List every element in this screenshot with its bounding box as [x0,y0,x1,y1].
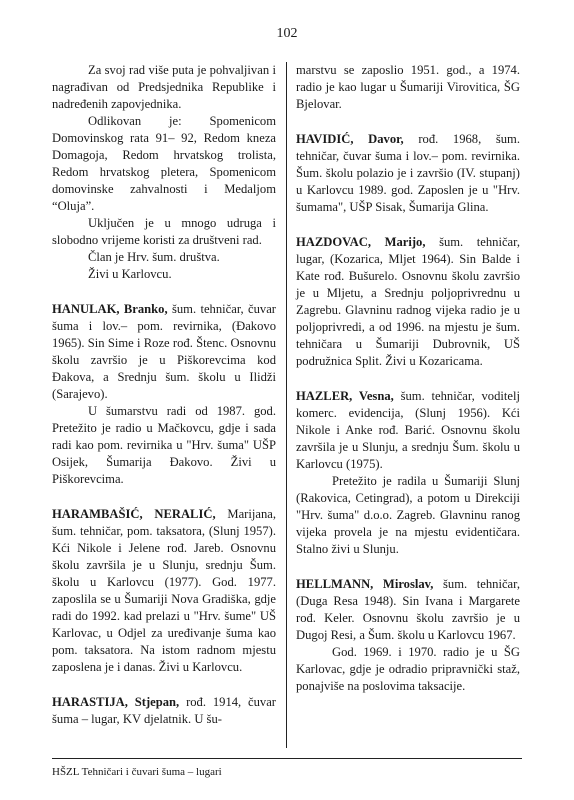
entry-text: šum. tehničar, (Duga Resa 1948). Sin Ivana i Margarete rođ. Keler. Osnovnu školu završio je u Dugoj Resi, a Šum. školu u Karlovcu 1967. [296,577,520,642]
paragraph: marstvu se zaposlio 1951. god., a 1974. radio je kao lugar u Šumariji Virovitica, ŠG Bjelovar. [296,63,520,111]
paragraph: Za svoj rad više puta je pohvaljivan i nagrađivan od Predsjednika Republike i nadređenih zapovjednika. [52,63,276,111]
right-column [296,62,520,695]
paragraph: Odlikovan je: Spomenicom Domovinskog rata 91– 92, Redom kneza Domagoja, Redom hrvatskog trolista, Redom hrvatskog pleterа, Spomenicom domovinske zahvalnosti i Medaljom “Oluja”. [52,114,276,213]
entry-name: HELLMANN, Miroslav, [296,577,434,591]
biography-entry [296,576,520,644]
paragraph: U šumarstvu radi od 1987. god. Pretežito je radio u Mačkovcu, gdje i sada radi kao pom. revirnika u "Hrv. šuma" UŠP Osijek, Šumarija Đakovo. Živi u Piškorevcima. [52,404,276,486]
running-footer: HŠZL Tehničari i čuvari šuma – lugari [52,766,222,778]
entry-name: HANULAK, Branko, [52,302,168,316]
entry-name: HAZDOVAC, Marijo, [296,235,426,249]
column-divider [286,62,287,748]
left-column [52,62,276,728]
paragraph: Živi u Karlovcu. [88,267,172,281]
entry-name: HAZLER, Vesna, [296,389,394,403]
biography-entry [52,694,276,728]
entry-name: HARAMBAŠIĆ, NERALIĆ, [52,507,216,521]
paragraph: Pretežito je radila u Šumariji Slunj (Rakovica, Cetingrad), a potom u Direkciji "Hrv. šuma" d.o.o. Zagreb. Glavninu ranog vijeka provela je na mjestu evidentičara. Stalno živi u Slunju. [296,474,520,556]
entry-text: šum. tehničar, čuvar šuma i lov.– pom. revirnika, (Đakovo 1965). Sin Sime i Roze rođ. Štenc. Osnovnu školu završio je u Piškorevcima kod Đakova, a Srednju šum. školu u Ilidži (Sarajevo). [52,302,276,401]
biography-entry [296,388,520,473]
biography-entry [296,234,520,370]
entry-text: rođ. 1968, šum. tehničar, čuvar šuma i lov.– pom. revirnika. Šum. školu polazio je i završio (IV. stupanj) u Karlovcu 1989. god. Zaposlen je u "Hrv. šumama", UŠP Sisak, Šumarija Glina. [296,132,521,214]
paragraph: Član je Hrv. šum. društva. [88,250,220,264]
paragraph: God. 1969. i 1970. radio je u ŠG Karlovac, gdje je odradio pripravnički staž, ponajviše na poslovima taksacije. [296,645,520,693]
entry-name: HAVIDIĆ, Davor, [296,132,404,146]
entry-text: Marijana, šum. tehničar, pom. taksatora, (Slunj 1957). Kći Nikole i Jelene rođ. Jareb. Osnovnu školu završila je u Slunju, srednju Šum. školu u Karlovcu (1977). God. 1977. zaposlila se u Šumariji Nova Gradiška, gdje radi do 1992. kad prelazi u "Hrv. šume" UŠ Karlovac, u Odjel za uređivanje šuma kao pom. taksatora. Na istom radnom mjestu zaposlena je i danas. Živi u Karlovcu. [52,507,276,674]
biography-entry [52,506,276,676]
entry-name: HARASTIJA, Stjepan, [52,695,180,709]
footer-rule [52,758,522,759]
biography-entry [296,131,520,216]
page-number: 102 [276,26,298,41]
paragraph: Uključen je u mnogo udruga i slobodno vrijeme koristi za društveni rad. [52,216,276,247]
entry-text: rođ. 1914, čuvar šuma – lugar, KV djelatnik. U šu- [52,695,277,726]
entry-text: šum. tehničar, lugar, (Kozarica, Mljet 1964). Sin Balde i Kate rođ. Bušurelo. Osnovnu školu završio je u Mljetu, a Srednju poljoprivrednu u Zagrebu. Glavninu radnog vijeka radio je u poljoprivredi, a od 1996. na mjestu je šum. tehničara u Šumariji Dubrovnik, UŠ podružnica Split. Živi u Kozaricama. [296,235,520,368]
entry-text: šum. tehničar, voditelj komerc. evidencija, (Slunj 1956). Kći Nikole i Anke rođ. Barić. Osnovnu školu završila je u Slunju, a srednju Šum. školu u Karlovcu (1975). [296,389,520,471]
biography-entry [52,301,276,403]
